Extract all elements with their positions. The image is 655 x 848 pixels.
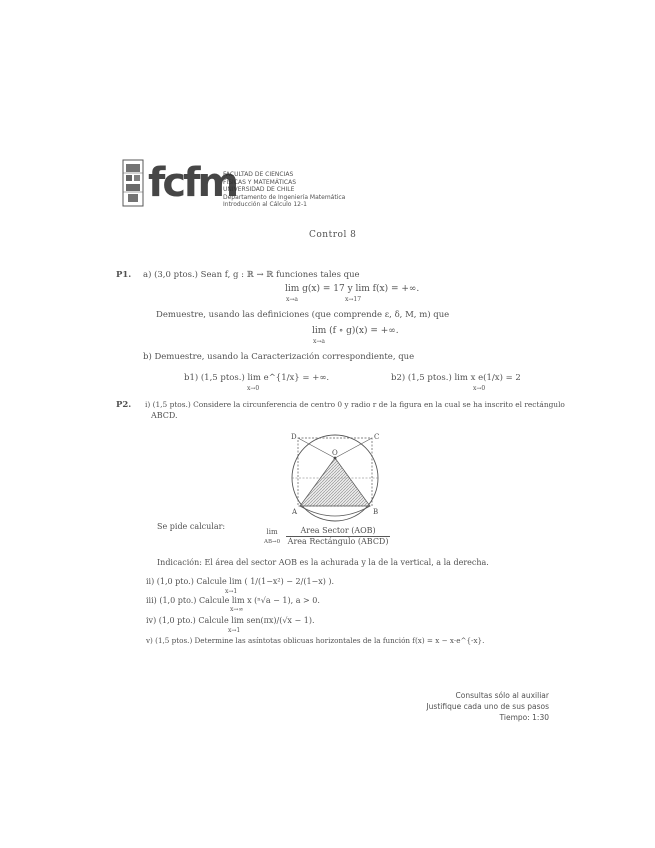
label-d: D [291, 433, 297, 441]
p1-b2: b2) (1,5 ptos.) lim x e(1/x) = 2 [391, 373, 521, 383]
radius-left [298, 438, 335, 458]
p2-label: P2. [116, 400, 132, 410]
label-b: B [373, 508, 379, 516]
radius-right [335, 438, 372, 458]
p1-a-result: lim (f ∘ g)(x) = +∞. [312, 326, 399, 336]
footer-line: Justifique cada uno de sus pasos [426, 702, 549, 711]
fcfm-logo: fcfm [148, 160, 237, 206]
p2-limit-sub: AB→0 [264, 538, 281, 545]
label-o: O [332, 449, 338, 457]
page-title: Control 8 [309, 230, 357, 240]
p2-limit-num: Área Sector (AOB) [286, 526, 391, 537]
label-a: A [292, 508, 298, 516]
p1-a-math [285, 284, 419, 294]
institution-block [223, 171, 345, 209]
p1-label: P1. [116, 270, 132, 280]
p2-iv: iv) (1,0 pto.) Calcule lim sen(πx)/(√x − 1). [146, 616, 315, 625]
p1-a-lim2-sub: x→17 [345, 296, 362, 303]
institution-line: Introducción al Cálculo 12-1 [223, 201, 307, 208]
p1-a-prove: Demuestre, usando las definiciones (que comprende ε, δ, M, m) que [156, 310, 450, 320]
p1-b1: b1) (1,5 ptos.) lim e^{1/x} = +∞. [184, 373, 330, 383]
p2-iii: iii) (1,0 pto.) Calcule lim x (ⁿ√a − 1), a > 0. [146, 596, 320, 605]
p2-intro-line2: ABCD. [151, 411, 178, 420]
footer-line: Tiempo: 1:30 [499, 713, 549, 722]
p1-b2-sub: x→0 [473, 385, 486, 392]
p1-b-text: b) Demuestre, usando la Caracterización correspondiente, que [143, 352, 415, 362]
sector-aob [300, 458, 370, 506]
p2-v: v) (1,5 ptos.) Determine las asíntotas oblicuas horizontales de la función f(x) = x − x·e^{-x}. [146, 636, 485, 645]
p1-b1-sub: x→0 [247, 385, 260, 392]
footer [426, 690, 549, 723]
p2-ii-sub: x→1 [225, 588, 238, 595]
footer-line: Consultas sólo al auxiliar [455, 691, 549, 700]
p2-intro-line1: i) (1,5 ptos.) Considere la circunferencia de centro 0 y radio r de la figura en la cual se ha inscrito el rectángulo [145, 400, 565, 409]
institution-line: UNIVERSIDAD DE CHILE [223, 186, 295, 193]
p2-ask: Se pide calcular: [157, 522, 226, 531]
p2-iii-sub: x→∞ [230, 606, 244, 613]
institution-line: FÍSICAS Y MATEMÁTICAS [223, 178, 297, 186]
institution-line: Departamento de Ingeniería Matemática [223, 193, 346, 201]
p1-a-text: a) (3,0 ptos.) Sean f, g : ℝ → ℝ funciones tales que [143, 270, 360, 280]
circle-rectangle-figure [280, 428, 390, 528]
p2-limit [264, 526, 390, 547]
label-c: C [374, 433, 380, 441]
p2-hint: Indicación: El área del sector AOB es la achurada y la de la vertical, a la derecha. [157, 558, 489, 567]
p2-ii: ii) (1,0 pto.) Calcule lim ( 1/(1−x²) − 2/(1−x) ). [146, 577, 335, 586]
p1-a-math-text: lim g(x) = 17 y lim f(x) = +∞. [285, 284, 420, 294]
institution-line: FACULTAD DE CIENCIAS [223, 171, 294, 178]
sector-arc [300, 506, 370, 516]
p2-limit-prefix: lim [266, 527, 278, 536]
p1-a-lim1-sub: x→a [286, 296, 298, 303]
p2-iv-sub: x→1 [228, 627, 241, 634]
p2-limit-den: Área Rectángulo (ABCD) [287, 537, 389, 546]
p1-a-result-sub: x→a [313, 338, 325, 345]
university-seal-icon [120, 158, 146, 208]
